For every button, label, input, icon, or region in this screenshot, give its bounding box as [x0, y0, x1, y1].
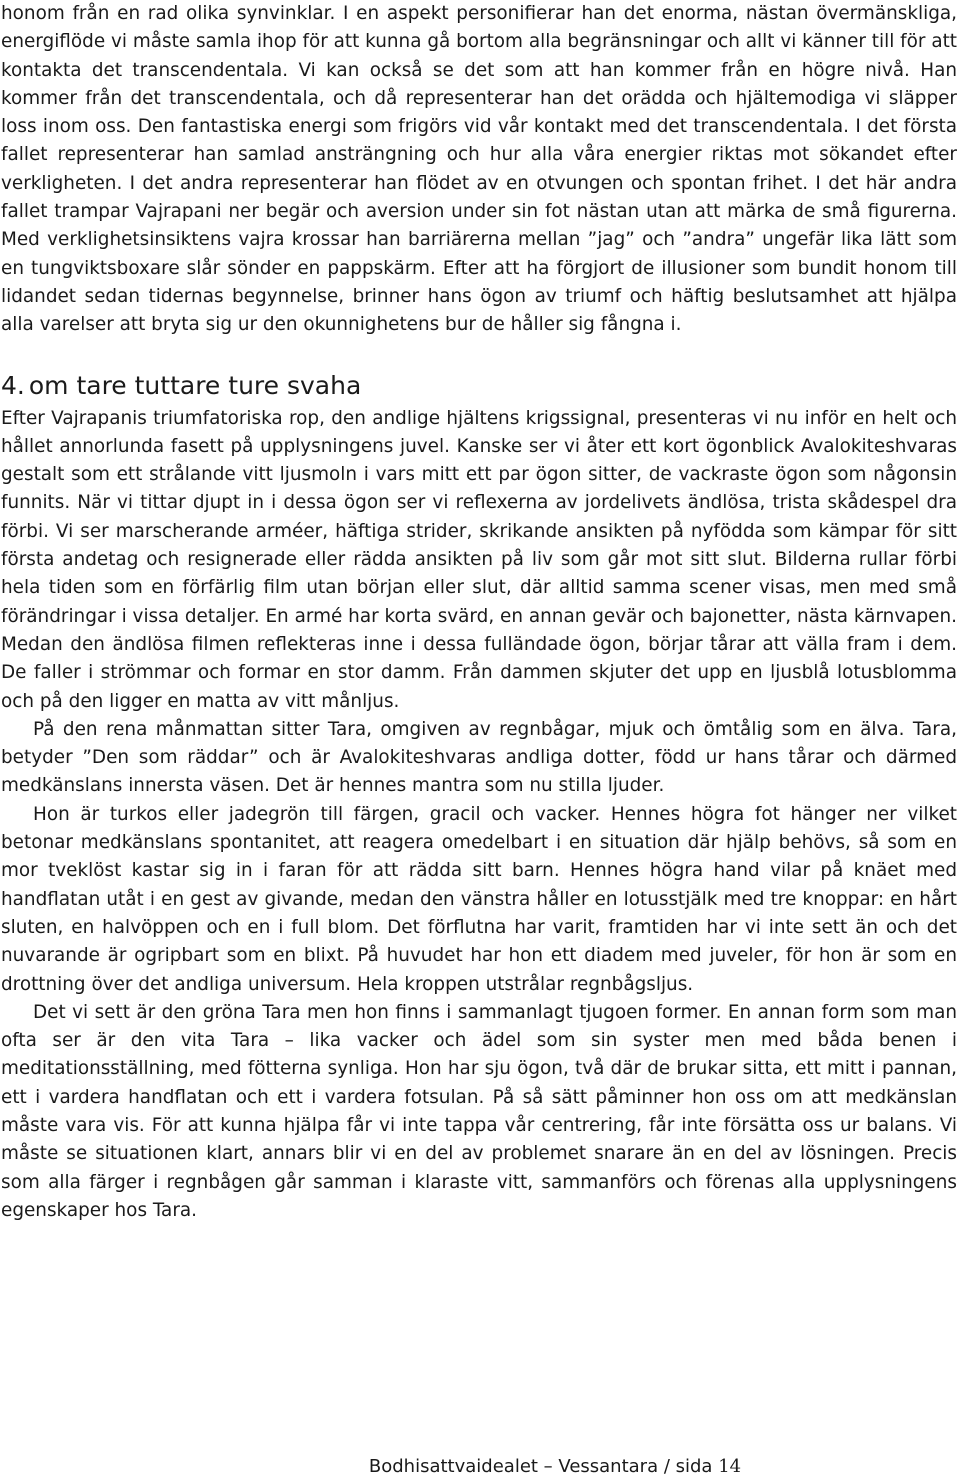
- page-footer: [0, 1455, 960, 1479]
- section-title: om tare tuttare ture svaha: [28, 370, 362, 400]
- section-number: 4.: [1, 370, 25, 400]
- section-heading: [1, 371, 957, 401]
- paragraph-white-tara: Det vi sett är den gröna Tara men hon finns i sammanlagt tjugoen former. En annan form som man ofta ser är den vita Tara – lika vacker och ädel som sin syster men med båda benen i meditationsställning, med fötterna synliga. Hon har sju ögon, två där de brukar sitta, ett mitt i pannan, ett i vardera handflatan och ett i vardera fotsulan. På så sätt påminner hon oss om att medkänslan måste vara vis. För att kunna hjälpa får vi inte tappa vår centrering, får inte försätta oss ur balans. Vi måste se situationen klart, annars blir vi en del av problemet snarare än en del av lösningen. Precis som alla färger i regnbågen går samman i klaraste vitt, sammanförs och förenas alla upplysningens egenskaper hos Tara.: [1, 1001, 957, 1221]
- paragraph-intro: honom från en rad olika synvinklar. I en aspekt personifierar han det enorma, nästan övermänskliga, energiflöde vi måste samla ihop för att kunna gå bortom alla begränsningar och allt vi känner till för att kontakta det transcendentala. Vi kan också se det som att han kommer från en högre nivå. Han kommer från det transcendentala, och då representerar han det orädda och hjältemodiga vi släpper loss inom oss. Den fantastiska energi som frigörs vid vår kontakt med det transcendentala. I det första fallet representerar han samlad ansträngning och hur alla våra energier riktas mot sökandet efter verkligheten. I det andra representerar han flödet av en otvungen och spontan frihet. I det här andra fallet trampar Vajrapani ner begär och aversion under sin fot nästan utan att märka de små figurerna. Med verklighetsinsiktens vajra krossar han barriärerna mellan ”jag” och ”andra” ungefär lika lätt som en tungviktsboxare slår sönder en pappskärm. Efter att ha förgjort de illusioner som bundit honom till lidandet sedan tidernas begynnelse, brinner hans ögon av triumf och häftig beslutsamhet att hjälpa alla varelser att bryta sig ur den okunnighetens bur de håller sig fångna i.: [1, 3, 958, 336]
- page-number: 14: [718, 1456, 742, 1477]
- paragraph-tears: Efter Vajrapanis triumfatoriska rop, den andlige hjältens krigssignal, presenteras vi nu inför en helt och hållet annorlunda fasett på upplysningens juvel. Kanske ser vi åter ett kort ögonblick Avalokiteshvaras gestalt som ett strålande vitt ljusmoln i vars mitt ett par ögon sitter, de vackraste ögon som någonsin funnits. När vi tittar djupt in i dessa ögon ser vi reflexerna av jordelivets ändlösa, trista skådespel dra förbi. Vi ser marscherande arméer, häftiga strider, skrikande ansikten på nyfödda som kämpar för sitt första andetag och resignerade eller rädda ansikten på liv som går mot sitt slut. Bilderna rullar förbi hela tiden som en förfärlig film utan början eller slut, där alltid samma scener visas, men med små förändringar i vissa detaljer. En armé har korta svärd, en annan gevär och bajonetter, nästa kärnvapen. Medan den ändlösa filmen reflekteras inne i dessa fulländade ögon, börjar tårar att välla fram i dem. De faller i strömmar och formar en stor damm. Från dammen skjuter det upp en ljusblå lotusblomma och på den ligger en matta av vitt månljus.: [1, 407, 957, 712]
- paragraph-green-tara: Hon är turkos eller jadegrön till färgen, gracil och vacker. Hennes högra fot hänger ner vilket betonar medkänslans spontanitet, att reagera omedelbart i en situation där hjälp behövs, så som en mor tveklöst kastar sig in i faran för att rädda sitt barn. Hennes högra hand vilar på knäet med handflatan utåt i en gest av givande, medan den vänstra håller en lotusstjälk med tre knoppar: en hårt sluten, en halvöppen och en i full blom. Det förflutna har varit, framtiden har vi inte sett än och det nuvarande är ogripbart som en blixt. På huvudet har hon ett diadem med juveler, för hon är som en drottning över det andliga universum. Hela kroppen utstrålar regnbågsljus.: [1, 803, 957, 995]
- paragraph-tara: På den rena månmattan sitter Tara, omgiven av regnbågar, mjuk och ömtålig som en älva. Tara, betyder ”Den som räddar” och är Avalokiteshvaras andliga dotter, född ur hans tårar och därmed medkänslans innersta väsen. Det är hennes mantra som nu stilla ljuder.: [1, 718, 957, 797]
- footer-text: Bodhisattvaidealet – Vessantara / sida: [368, 1456, 713, 1477]
- document-page: [1, 0, 957, 1225]
